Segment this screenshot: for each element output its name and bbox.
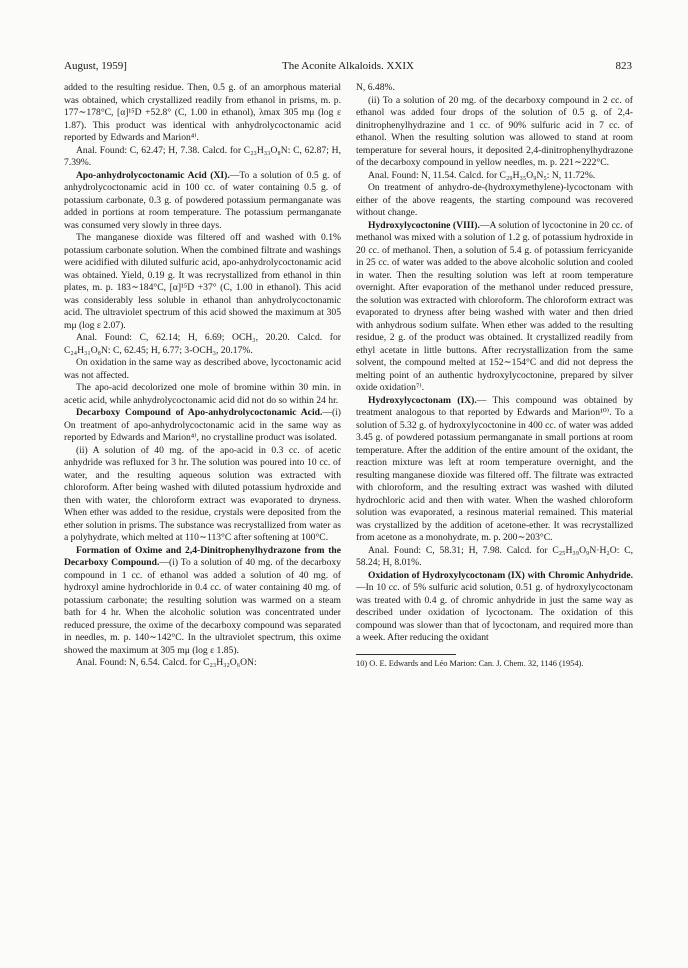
paragraph-text: The apo-acid decolorized one mole of bromine within 30 min. in acetic acid, while anhydrolycoctonamic acid did not do so within 24 hr. [64,382,341,406]
running-header [64,60,632,76]
section-heading: Apo-anhydrolycoctonamic Acid (XI). [76,169,230,181]
paragraph-text: (ii) To a solution of 20 mg. of the decarboxy compound in 2 cc. of ethanol was added four drops of the solution of 0.5 g. of 2,4-dinitrophenylhydrazine and 1 cc. of 90% sulfuric acid in 7 cc. of ethanol. When the resulting solution was allowed to stand at room temperature for several hours, it deposited 2,4-dinitrophenylhydrazone of the decarboxy compound in yellow needles, m. p. 221∼222°C. [356,94,633,168]
paragraph [64,382,341,407]
right-column-body [356,82,633,645]
paragraph-text: —(i) To a solution of 40 mg. of the decarboxy compound in 1 cc. of ethanol was added a solution of 40 mg. of hydroxyl amine hydrochloride in 0.4 cc. of water containing 40 mg. of potassium carbonate; the resulting solution was warmed on a steam bath for 4 hr. When the alcoholic solution was concentrated under reduced pressure, the oxime of the decarboxy compound was separated in needles, m. p. 140∼142°C. In the ultraviolet spectrum, this oxime showed the maximum at 305 mμ (log ε 1.85). [64,557,341,656]
section-paragraph [64,170,341,233]
right-column [356,82,633,669]
paragraph-text: Anal. Found: N, 6.54. Calcd. for C₂₃H₃₂O₆ON: [76,657,257,668]
paragraph [356,182,633,220]
paragraph-text: On oxidation in the same way as described above, lycoctonamic acid was not affected. [64,357,341,381]
paragraph-text: (ii) A solution of 40 mg. of the apo-acid in 0.3 cc. of acetic anhydride was refluxed for 3 hr. The solution was poured into 10 cc. of water, and the resulting aqueous solution was extracted with chloroform. After being washed with diluted potassium hydroxide and then with water, the chloroform extract was evaporated to dryness. When ether was added to the residue, crystals were deposited from the ether solution in prisms. The substance was recrystallized from water as a polyhydrate, which melted at 110∼113°C after softening at 100°C. [64,444,341,543]
paragraph [64,82,341,145]
paragraph-text: Anal. Found: C, 62.47; H, 7.38. Calcd. for C₂₃H₃₃O₈N: C, 62.87; H, 7.39%. [64,144,341,168]
page-number: 823 [615,60,632,72]
section-paragraph [356,570,633,645]
section-paragraph [64,407,341,445]
paragraph-text: —A solution of lycoctonine in 20 cc. of methanol was mixed with a solution of 1.2 g. of potassium hydroxide in 20 cc. of methanol. Then, a solution of 5.4 g. of potassium ferricyanide in 25 cc. of water was added to the above alcoholic solution and cooled in water. Then the resulting solution was left at room temperature overnight. After evaporation of the methanol under reduced pressure, the solution was extracted with chloroform. The chloroform extract was evaporated to dryness after being washed with water and then dried with anhydrous sodium sulfate. When ether was added to the resulting residue, 2 g. of the product was obtained. It crystallized readily from ethyl acetate in little buttons. After recrystallization from the same solvent, the compound melted at 152∼154°C and did not depress the melting point of an authentic hydroxylycoctonine, prepared by silver oxide oxidation⁷⁾. [356,219,633,393]
paragraph [64,657,341,670]
paragraph-text: N, 6.48%. [356,82,395,93]
header-title: The Aconite Alkaloids. XXIX [282,60,414,72]
paragraph-text: —To a solution of 0.5 g. of anhydrolycoctonamic acid in 100 cc. of water containing 0.5 g. of potassium carbonate, 0.3 g. of powdered potassium permanganate was added in portions at room temperature. The potassium permanganate was consumed very slowly in three days. [64,169,341,231]
section-heading: Hydroxylycoctonine (VIII). [368,219,480,231]
paragraph [64,445,341,545]
paragraph-text: added to the resulting residue. Then, 0.5 g. of an amorphous material was obtained, which crystallized readily from ethanol in prisms, m. p. 177∼178°C, [α]¹⁵D +52.8° (C, 1.00 in ethanol), λmax 305 mμ (log ε 1.87). This product was identical with anhydrolycoctonamic acid reported by Edwards and Marion⁴⁾. [64,82,341,143]
header-date: August, 1959] [64,60,127,72]
footnote: 10) O. E. Edwards and Léo Marion: Can. J. Chem. 32, 1146 (1954). [356,658,584,668]
section-paragraph [356,395,633,545]
paragraph [356,95,633,170]
paragraph-text: —(i) On treatment of apo-anhydrolycoctonamic acid in the same way as reported by Edwards and Marion⁴⁾, no crystalline product was isolated. [64,407,341,443]
section-paragraph [64,545,341,658]
paragraph-text: The manganese dioxide was filtered off and washed with 0.1% potassium carbonate solution. When the combined filtrate and washings were acidified with diluted sulfuric acid, apo-anhydrolycoctonamic acid was obtained. Yield, 0.19 g. It was recrystallized from ethanol in thin plates, m. p. 183∼184°C, [α]¹⁵D +37° (C, 1.00 in ethanol). This acid was considerably less soluble in ethanol than anhydrolycoctonamic acid. The ultraviolet spectrum of this acid showed the maximum at 305 mμ (log ε 2.07). [64,232,341,331]
paragraph [64,145,341,170]
left-column [64,82,341,670]
paragraph [356,170,633,183]
section-heading: Oxidation of Hydroxylycoctonam (IX) with Chromic Anhydride. [368,569,633,581]
paragraph-text: —In 10 cc. of 5% sulfuric acid solution, 0.51 g. of hydroxylycoctonam was treated with 0.4 g. of chromic anhydride in just the same way as described under oxidation of lycoctonam. The oxidation of this compound was slower than that of lycoctonam, and required more than a week. After reducing the oxidant [356,582,633,643]
section-paragraph [356,220,633,395]
section-heading: Decarboxy Compound of Apo-anhydrolycoctonamic Acid. [76,407,323,418]
paragraph-text: Anal. Found: C, 58.31; H, 7.98. Calcd. for C₂₅H₃₉O₉N·H₂O: C, 58.24; H, 8.01%. [356,544,633,568]
paragraph [64,357,341,382]
section-heading: Hydroxylycoctonam (IX). [368,394,477,406]
footnote-rule [356,654,456,655]
paragraph [64,332,341,357]
paragraph [64,232,341,332]
paragraph [356,545,633,570]
paragraph-text: On treatment of anhydro-de-(hydroxymethylene)-lycoctonam with either of the above reagents, the starting compound was recovered without change. [356,182,633,218]
paragraph-text: Anal. Found: N, 11.54. Calcd. for C₂₉H₃₅O₉N₅: N, 11.72%. [368,169,596,181]
paragraph-text: — This compound was obtained by treatment analogous to that reported by Edwards and Marion¹⁰⁾. To a solution of 5.32 g. of hydroxylycoctonine in 400 cc. of water was added 3.45 g. of powdered potassium permanganate in small portions at room temperature. After the addition of the entire amount of the oxidant, the reaction mixture was left at room temperature overnight, and the resulting manganese dioxide was filtered off. The filtrate was extracted with chloroform, and the resulting extract was washed with diluted hydrochloric acid and then with water. When the washed chloroform solution was evaporated, a resinous material remained. This material was crystallized by the addition of acetone-ether. It was recrystallized from acetone as a monohydrate, m. p. 200∼203°C. [356,394,633,543]
section-heading: Formation of Oxime and 2,4-Dinitrophenylhydrazone from the Decarboxy Compound. [64,544,341,568]
paragraph-text: Anal. Found: C, 62.14; H, 6.69; OCH₃, 20.20. Calcd. for C₂₄H₃₁O₈N: C, 62.45; H, 6.77; 3-OCH₃, 20.17%. [64,332,341,356]
paragraph [356,82,633,95]
